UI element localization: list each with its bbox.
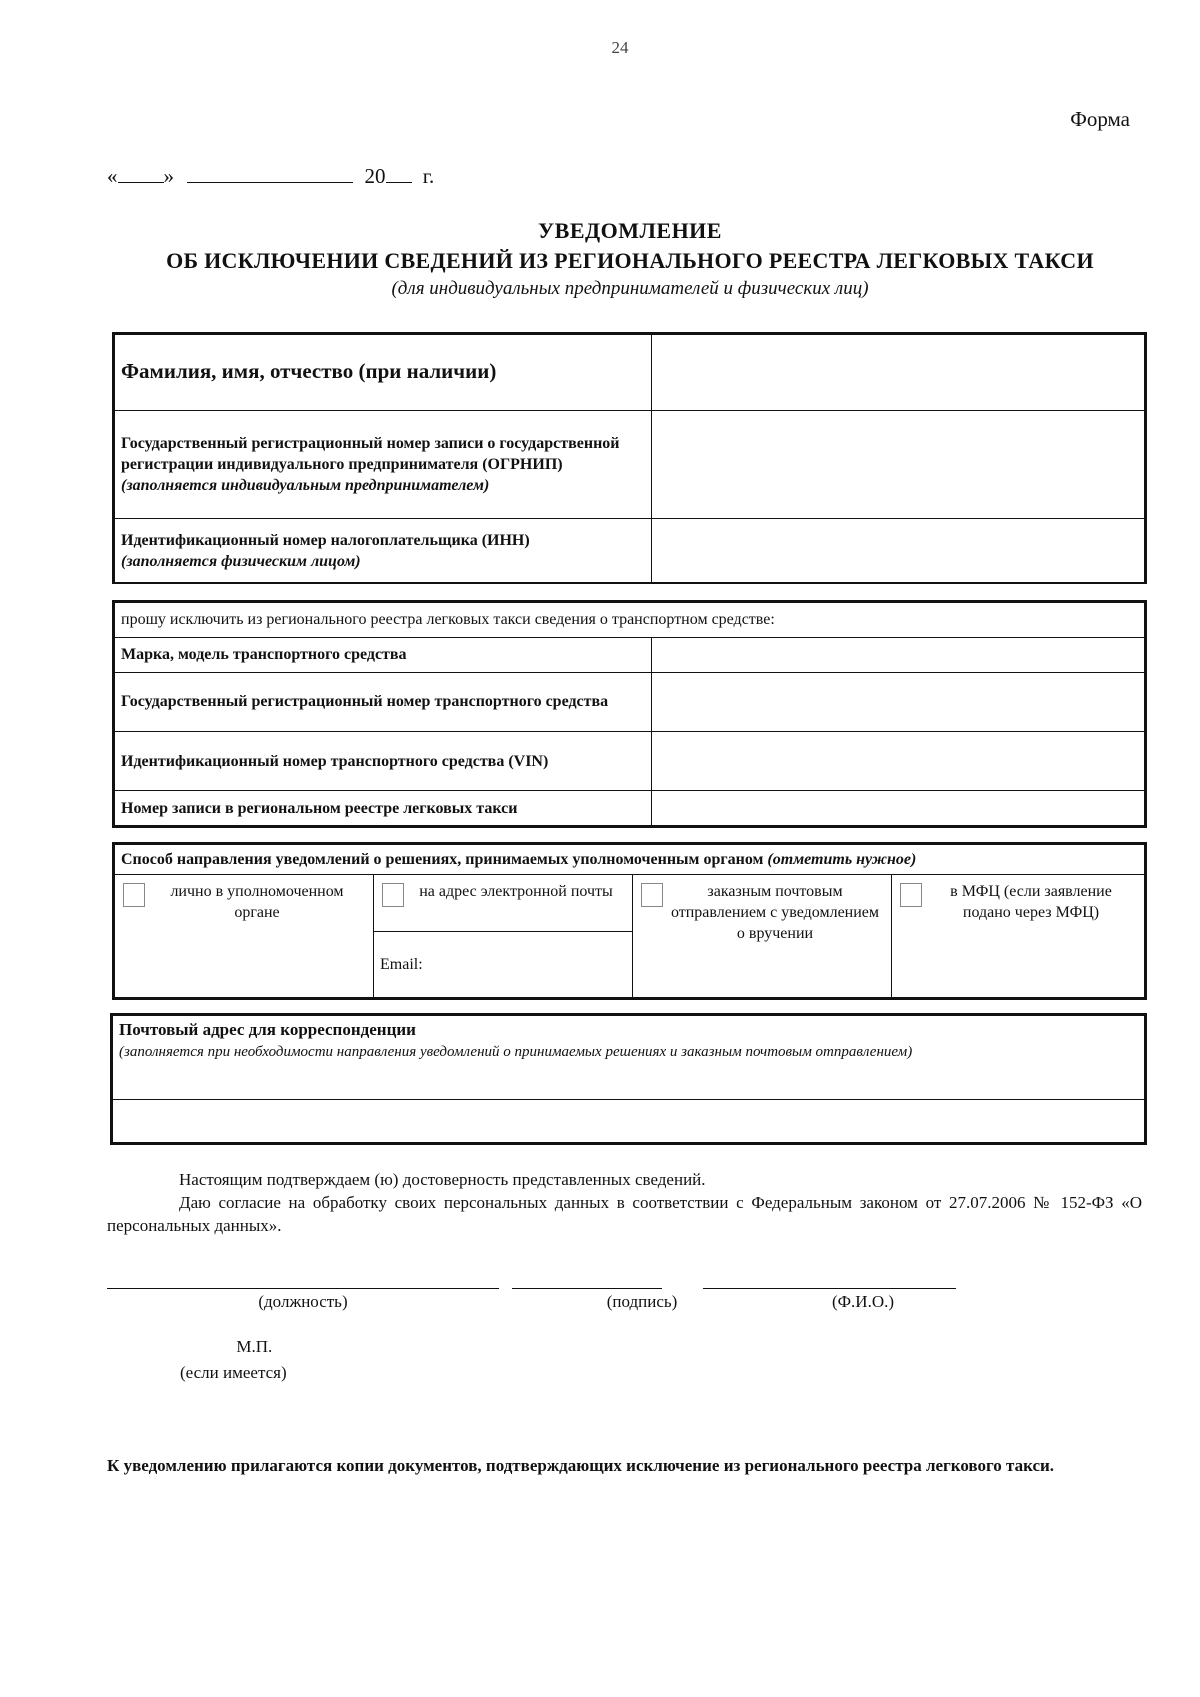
postal-address-table <box>110 1013 1147 1145</box>
ogrnip-note: (заполняется индивидуальным предпринимателем) <box>121 477 490 494</box>
page-number: 24 <box>611 38 629 57</box>
postal-address-field[interactable] <box>113 1100 1145 1143</box>
signature-line[interactable] <box>512 1288 662 1289</box>
year-prefix: 20 <box>364 164 386 188</box>
name-caption: (Ф.И.О.) <box>831 1292 895 1311</box>
document-title-line2: ОБ ИСКЛЮЧЕНИИ СВЕДЕНИЙ ИЗ РЕГИОНАЛЬНОГО РЕЕСТРА ЛЕГКОВЫХ ТАКСИ <box>166 248 1094 273</box>
name-line[interactable] <box>703 1288 956 1289</box>
vehicle-intro: прошу исключить из регионального реестра легковых такси сведения о транспортном средстве: <box>115 603 1145 638</box>
option-in-person[interactable]: лично в уполномоченном органе <box>115 875 374 998</box>
postal-address-note: (заполняется при необходимости направления уведомлений о принимаемых решениях и заказным почтовым отправлением) <box>119 1044 913 1060</box>
checkbox-email[interactable] <box>382 883 404 907</box>
reg-number-field[interactable] <box>652 672 1145 731</box>
notification-heading: Способ направления уведомлений о решениях, принимаемых уполномоченным органом (отметить нужное) <box>115 845 1145 875</box>
make-model-field[interactable] <box>652 637 1145 672</box>
form-label: Форма <box>1070 107 1130 131</box>
year-field[interactable] <box>386 168 412 183</box>
day-field[interactable] <box>118 168 164 183</box>
position-caption: (должность) <box>258 1292 348 1311</box>
confirmation-p1: Настоящим подтверждаем (ю) достоверность представленных сведений. <box>179 1170 706 1189</box>
inn-label: Идентификационный номер налогоплательщика (ИНН) (заполняется физическим лицом) <box>115 519 652 583</box>
checkbox-in-person[interactable] <box>123 883 145 907</box>
fio-field[interactable] <box>652 335 1145 411</box>
date-close-quote: » <box>163 164 174 188</box>
date-open-quote: « <box>107 164 118 188</box>
notification-heading-note: (отметить нужное) <box>767 851 917 868</box>
option-email[interactable]: на адрес электронной почты <box>374 875 633 932</box>
position-line[interactable] <box>107 1288 499 1289</box>
applicant-table <box>112 332 1147 584</box>
month-field[interactable] <box>187 168 353 183</box>
ogrnip-field[interactable] <box>652 411 1145 519</box>
checkbox-registered-mail[interactable] <box>641 883 663 907</box>
notification-method-table <box>112 842 1147 1000</box>
registry-record-label: Номер записи в региональном реестре легковых такси <box>115 791 652 826</box>
document-title: УВЕДОМЛЕНИЕ <box>538 218 722 243</box>
reg-number-label: Государственный регистрационный номер транспортного средства <box>115 672 652 731</box>
attachments-note: К уведомлению прилагаются копии документов, подтверждающих исключение из регионального реестра легкового такси. <box>107 1456 1055 1475</box>
registry-record-field[interactable] <box>652 791 1145 826</box>
stamp-note: (если имеется) <box>180 1363 287 1382</box>
vin-label: Идентификационный номер транспортного средства (VIN) <box>115 731 652 790</box>
fio-label: Фамилия, имя, отчество (при наличии) <box>115 335 652 411</box>
confirmation-p2: Даю согласие на обработку своих персональных данных в соответствии с Федеральным законом от 27.07.2006 № 152-ФЗ «О персональных данных». <box>107 1193 1142 1235</box>
ogrnip-label: Государственный регистрационный номер записи о государственной регистрации индивидуального предпринимателя (ОГРНИП) (заполняется индивидуальным предпринимателем) <box>115 411 652 519</box>
stamp-label: М.П. <box>236 1337 273 1356</box>
year-suffix: г. <box>422 164 435 188</box>
email-field[interactable]: Email: <box>374 932 633 998</box>
option-mfc[interactable]: в МФЦ (если заявление подано через МФЦ) <box>892 875 1145 998</box>
vin-field[interactable] <box>652 731 1145 790</box>
checkbox-mfc[interactable] <box>900 883 922 907</box>
stamp-area <box>180 1334 287 1386</box>
postal-address-label: Почтовый адрес для корреспонденции (заполняется при необходимости направления уведомлений о принимаемых решениях и заказным почтовым отправлением) <box>113 1016 1145 1100</box>
inn-note: (заполняется физическим лицом) <box>121 552 361 570</box>
vehicle-table <box>112 600 1147 828</box>
document-subtitle: (для индивидуальных предпринимателей и физических лиц) <box>391 278 869 299</box>
make-model-label: Марка, модель транспортного средства <box>115 637 652 672</box>
date-line <box>107 164 434 189</box>
signature-caption: (подпись) <box>606 1292 678 1311</box>
confirmation-text <box>107 1168 1142 1237</box>
inn-field[interactable] <box>652 519 1145 583</box>
option-registered-mail[interactable]: заказным почтовым отправлением с уведомлением о вручении <box>633 875 892 998</box>
title-block <box>100 218 1160 300</box>
